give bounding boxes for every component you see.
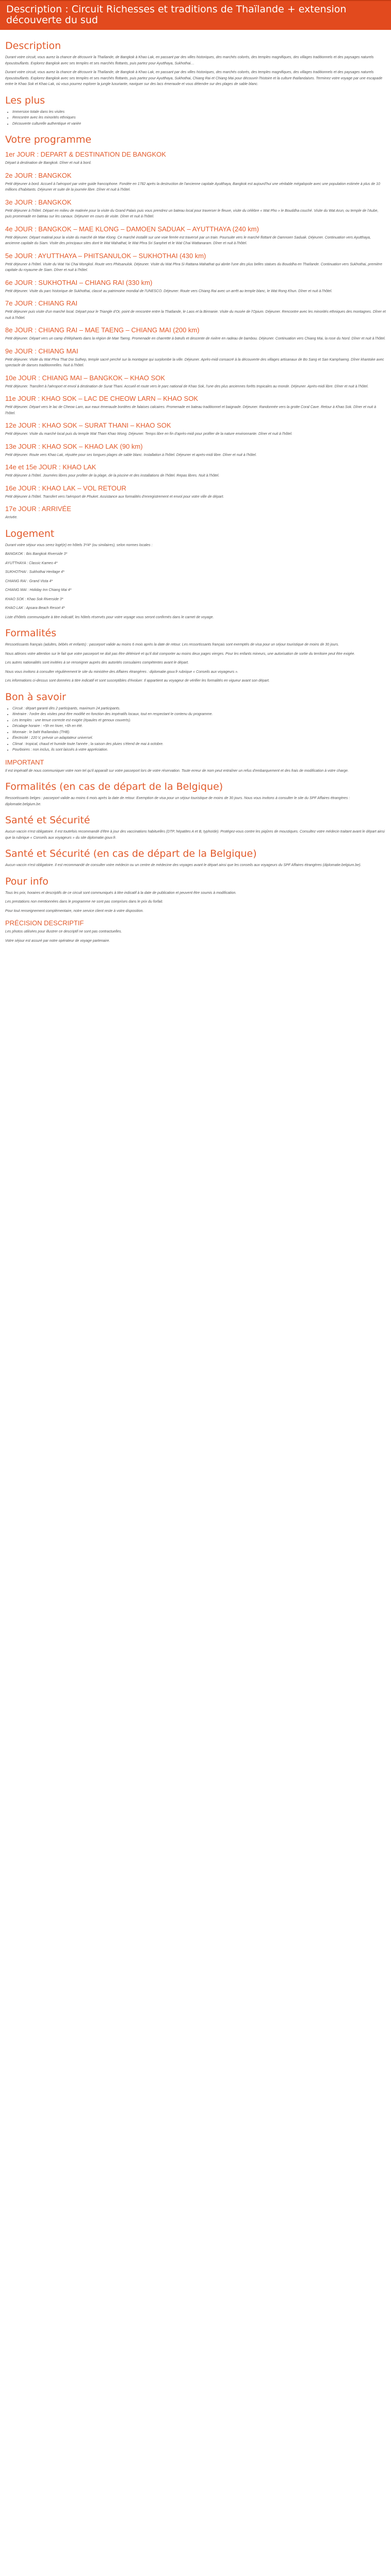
day-text: Petit déjeuner. Visite du parc historique de Sukhothai, classé au patrimoine mondial de l'UNESCO. Déjeuner. Route vers Chiang Rai avec un arrêt au temple blanc, le Wat Rong Khun. Dîner et nuit à l'hôtel.: [5, 289, 333, 293]
day-text: Petit déjeuner à bord. Accueil à l'aéroport par votre guide francophone. Fondée en 1782 après la destruction de l'ancienne capitale Ayutthaya, Bangkok est aujourd'hui une véritable mégalopole avec une population estimée à plus de 10 millions d'habitants. Déjeuner et suite de la journée libre. Dîner et nuit à l'hôtel.: [5, 182, 380, 192]
programme-days: [5, 150, 386, 521]
day-title: 1er JOUR : DEPART & DESTINATION DE BANGKOK: [5, 150, 166, 158]
day-text: Petit déjeuner puis visite d'un marché local. Départ pour le Triangle d'Or, point de rencontre entre la Thaïlande, le Laos et la Birmanie. Visite du musée de l'Opium. Déjeuner. Rencontre avec les minorités ethniques des montagnes. Dîner et nuit à l'hôtel.: [5, 310, 386, 320]
logement-body: [5, 543, 386, 621]
paragraph: Durant votre séjour vous serez logé(e) en hôtels 3*/4* (ou similaires), selon normes locales :: [5, 543, 153, 547]
day-title: 3e JOUR : BANGKOK: [5, 198, 72, 206]
day-text: Petit déjeuner. Visite du marché local puis du temple Wat Tham Khao Wong. Déjeuner. Temps libre en fin d'après-midi pour profiter de la nature environnante. Dîner et nuit à l'hôtel.: [5, 432, 292, 436]
section-heading-programme: Votre programme: [5, 134, 92, 145]
list-item: • Pourboires : non inclus, ils sont laissés à votre appréciation.: [12, 747, 386, 753]
day-text: Petit déjeuner. Départ vers un camp d'éléphants dans la région de Mae Taeng. Promenade en charrette à bœufs et descente de rivière en radeau de bambou. Déjeuner. Continuation vers Chiang Mai, la rose du Nord. Dîner et nuit à l'hôtel.: [5, 337, 386, 341]
content: [0, 30, 391, 957]
paragraph: Pour tout renseignement complémentaire, notre service client reste à votre disposition.: [5, 909, 144, 913]
paragraph: Aucun vaccin n'est obligatoire. Il est toutefois recommandé d'être à jour des vaccinations habituelles (DTP, hépatites A et B, typhoïde). Protégez-vous contre les piqûres de moustiques. Consultez votre médecin traitant avant le départ ainsi que la rubrique « Conseils aux voyageurs » du site diplomatie.gouv.fr.: [5, 830, 385, 840]
footer-text: Votre séjour est assuré par notre opérateur de voyage partenaire.: [5, 939, 110, 943]
paragraph: Nous attirons votre attention sur le fait que votre passeport ne doit pas être détérioré et qu'il doit comporter au moins deux pages vierges. Pour les enfants mineurs, une autorisation de sortie du territoire peut être exigée.: [5, 652, 355, 656]
day-title: 16e JOUR : KHAO LAK – VOL RETOUR: [5, 484, 126, 492]
day-title: 9e JOUR : CHIANG MAI: [5, 347, 78, 355]
paragraph: Ressortissants français (adultes, bébés et enfants) : passeport valide au moins 6 mois après la date de retour. Les ressortissants français sont exemptés de visa pour un séjour touristique de moins de 30 jours.: [5, 643, 339, 647]
list-item: • Électricité : 220 V, prévoir un adaptateur universel.: [12, 735, 386, 741]
list-item: • Climat : tropical, chaud et humide toute l'année ; la saison des pluies s'étend de mai à octobre.: [12, 741, 386, 748]
list-item: • Circuit : départ garanti dès 2 participants, maximum 24 participants.: [12, 706, 386, 712]
list-item: • Rencontre avec les minorités ethniques: [12, 115, 386, 121]
day-text: Arrivée.: [5, 516, 18, 519]
day-text: Petit déjeuner à l'hôtel. Journées libres pour profiter de la plage, de la piscine et des installations de l'hôtel. Repas libres. Nuit à l'hôtel.: [5, 474, 220, 478]
section-heading-sante: Santé et Sécurité: [5, 815, 90, 826]
day-title: 6e JOUR : SUKHOTHAI – CHIANG RAI (330 km): [5, 278, 153, 286]
day-title: 11e JOUR : KHAO SOK – LAC DE CHEOW LARN – KHAO SOK: [5, 395, 198, 402]
paragraph: KHAO SOK : Khao Sok Riverside 3*: [5, 597, 63, 601]
list-item: • Itinéraire : l'ordre des visites peut être modifié en fonction des impératifs locaux, tout en respectant le contenu du programme.: [12, 711, 386, 718]
section-heading-formalites: Formalités: [5, 628, 57, 639]
paragraph: Les photos utilisées pour illustrer ce descriptif ne sont pas contractuelles.: [5, 930, 122, 934]
paragraph: BANGKOK : Ibis Bangkok Riverside 3*: [5, 552, 68, 556]
paragraph: Liste d'hôtels communiquée à titre indicatif, les hôtels réservés pour votre voyage vous seront confirmés dans le carnet de voyage.: [5, 615, 214, 619]
list-item: • Décalage horaire : +5h en hiver, +6h en été.: [12, 723, 386, 730]
paragraph: Les autres nationalités sont invitées à se renseigner auprès des autorités consulaires compétentes avant le départ.: [5, 661, 189, 665]
paragraph: CHIANG MAI : Holiday Inn Chiang Mai 4*: [5, 588, 72, 592]
paragraph: Les prestations non mentionnées dans le programme ne sont pas comprises dans le prix du forfait.: [5, 900, 164, 904]
day-title: 5e JOUR : AYUTTHAYA – PHITSANULOK – SUKHOTHAI (430 km): [5, 251, 206, 260]
day-title: 4e JOUR : BANGKOK – MAE KLONG – DAMOEN SADUAK – AYUTTHAYA (240 km): [5, 225, 259, 233]
list-item: • Découverte culturelle authentique et variée: [12, 121, 386, 127]
paragraph: Durant votre circuit, vous aurez la chance de découvrir la Thaïlande, de Bangkok à Khao Lak, en passant par des villes historiques, des marchés colorés, des temples magnifiques, des villages traditionnels et des paysages naturels époustouflants. Explorez Bangkok avec ses temples et ses marchés flottants, puis partez pour Ayutthaya, Sukhothai, Chiang Rai et Chiang Mai pour découvrir l'histoire et la culture thaïlandaises. Terminez votre voyage par une escapade entre le Khao Sok et Khao Lak, où vous pourrez explorer la jungle luxuriante, naviguer sur des lacs émeraude et vous détendre sur des plages de sable blanc.: [5, 71, 383, 86]
plus-list: [5, 109, 386, 127]
section-heading-logement: Logement: [5, 528, 55, 539]
paragraph: Tous les prix, horaires et descriptifs de ce circuit sont communiqués à titre indicatif à la date de publication et peuvent être soumis à modification.: [5, 891, 237, 895]
paragraph: Ressortissants belges : passeport valide au moins 6 mois après la date de retour. Exemption de visa pour un séjour touristique de moins de 30 jours. Nous vous invitons à consulter le site du SPF Affaires étrangères : diplomatie.belgium.be.: [5, 796, 350, 806]
paragraph: SUKHOTHAI : Sukhothai Heritage 4*: [5, 570, 64, 574]
day-title: 13e JOUR : KHAO SOK – KHAO LAK (90 km): [5, 442, 143, 450]
formalites-body: [5, 642, 386, 684]
day-title: 2e JOUR : BANGKOK: [5, 171, 72, 179]
day-text: Petit déjeuner à l'hôtel. Transfert vers l'aéroport de Phuket. Assistance aux formalités d'enregistrement et envol pour votre ville de départ.: [5, 495, 224, 499]
day-text: Petit déjeuner à l'hôtel. Départ en milieu de matinée pour la visite du Grand Palais puis vous prendrez un bateau local pour traverser le fleuve, visite du célèbre « Wat Pho » le Bouddha couché. Visite du Wat Arun, ou temple de l'Aube, puis promenade en bateau sur les canaux. Déjeuner en cours de visite. Dîner et nuit à l'hôtel.: [5, 209, 379, 218]
day-text: Petit déjeuner. Visite du Wat Phra That Doi Suthep, temple sacré perché sur la montagne qui surplombe la ville. Déjeuner. Après-midi consacré à la découverte des villages artisanaux de Bo Sang et San Kamphaeng. Dîner khantoke avec spectacle de danses traditionnelles. Nuit à l'hôtel.: [5, 358, 384, 367]
day-title: 17e JOUR : ARRIVÉE: [5, 505, 71, 513]
section-heading-important: IMPORTANT: [5, 758, 44, 766]
day-title: 12e JOUR : KHAO SOK – SURAT THANI – KHAO SOK: [5, 421, 171, 429]
section-heading-description: Description: [5, 40, 61, 52]
list-item: • Les temples : une tenue correcte est exigée (épaules et genoux couverts).: [12, 718, 386, 724]
day-text: Petit déjeuner. Transfert à l'aéroport et envol à destination de Surat Thani. Accueil et route vers le parc national de Khao Sok, l'une des plus anciennes forêts tropicales au monde. Déjeuner. Après-midi libre. Dîner et nuit à l'hôtel.: [5, 384, 369, 388]
paragraph: Aucun vaccin n'est obligatoire. Il est recommandé de consulter votre médecin ou un centre de médecine des voyages avant le départ ainsi que les conseils aux voyageurs du SPF Affaires étrangères (diplomatie.belgium.be).: [5, 863, 362, 867]
day-title: 8e JOUR : CHIANG RAI – MAE TAENG – CHIANG MAI (200 km): [5, 326, 200, 334]
paragraph: Il est impératif de nous communiquer votre nom tel qu'il apparaît sur votre passeport lors de votre réservation. Toute erreur de nom peut entraîner un refus d'embarquement et des frais de modification à votre charge.: [5, 769, 349, 773]
paragraph: Nous vous invitons à consulter régulièrement le site du ministère des Affaires étrangères : diplomatie.gouv.fr rubrique « Conseils aux voyageurs ».: [5, 670, 239, 674]
section-heading-bon-a-savoir: Bon à savoir: [5, 691, 66, 703]
section-heading-plus: Les plus: [5, 94, 45, 106]
list-item: • Monnaie : le baht thaïlandais (THB).: [12, 730, 386, 736]
section-heading-formalites-belgique: Formalités (en cas de départ de la Belgique): [5, 781, 223, 792]
day-title: 14e et 15e JOUR : KHAO LAK: [5, 463, 96, 471]
day-text: Petit déjeuner. Départ vers le lac de Cheow Larn, aux eaux émeraude bordées de falaises calcaires. Promenade en bateau traditionnel et baignade. Déjeuner. Randonnée vers la grotte Coral Cave. Retour à Khao Sok. Dîner et nuit à l'hôtel.: [5, 405, 376, 415]
info-body: [5, 890, 386, 914]
day-title: 7e JOUR : CHIANG RAI: [5, 299, 78, 307]
day-text: Départ à destination de Bangkok. Dîner et nuit à bord.: [5, 161, 92, 165]
day-text: Petit déjeuner à l'hôtel. Visite du Wat Yai Chai Mongkol. Route vers Phitsanulok. Déjeuner. Visite du Wat Phra Si Rattana Mahathat qui abrite l'une des plus belles statues du Bouddha en Thaïlande. Continuation vers Sukhothai, première capitale du royaume de Siam. Dîner et nuit à l'hôtel.: [5, 262, 382, 272]
page-title: Description : Circuit Richesses et traditions de Thaïlande + extension découverte du sud: [6, 4, 347, 26]
title-banner: [0, 0, 391, 30]
day-text: Petit déjeuner. Route vers Khao Lak, réputée pour ses longues plages de sable blanc. Installation à l'hôtel. Déjeuner et après-midi libre. Dîner et nuit à l'hôtel.: [5, 453, 257, 457]
paragraph: Durant votre circuit, vous aurez la chance de découvrir la Thaïlande, de Bangkok à Khao Lak, en passant par des villes historiques, des marchés colorés, des temples magnifiques, des villages traditionnels et des paysages naturels époustouflants. Explorez Bangkok avec ses temples et ses marchés flottants, puis partez pour Ayutthaya, Sukhothai…: [5, 56, 374, 65]
bon-a-savoir-list: [5, 706, 386, 753]
day-title: 10e JOUR : CHIANG MAI – BANGKOK – KHAO SOK: [5, 374, 165, 382]
paragraph: AYUTTHAYA : Classic Kameo 4*: [5, 561, 58, 565]
day-text: Petit déjeuner. Départ matinal pour la visite du marché de Mae Klong. Ce marché installé sur une voie ferrée est traversé par un train. Poursuite vers le marché flottant de Damnoen Saduak. Déjeuner. Continuation vers Ayutthaya, ancienne capitale du Siam. Visite des principaux sites dont le Wat Mahathat, le Wat Phra Sri Sanphet et le Wat Chai Wattanaram. Dîner et nuit à l'hôtel.: [5, 235, 371, 245]
paragraph: Les informations ci-dessus sont données à titre indicatif et sont susceptibles d'évoluer. Il appartient au voyageur de vérifier les formalités en vigueur avant son départ.: [5, 679, 270, 683]
section-heading-sante-belgique: Santé et Sécurité (en cas de départ de la Belgique): [5, 848, 257, 859]
paragraph: KHAO LAK : Apsara Beach Resort 4*: [5, 606, 65, 610]
section-heading-precisions: PRÉCISION DESCRIPTIF: [5, 919, 84, 927]
paragraph: CHIANG RAI : Grand Vista 4*: [5, 579, 53, 583]
list-item: • Immersion totale dans les visites: [12, 109, 386, 115]
section-heading-info: Pour info: [5, 875, 48, 887]
